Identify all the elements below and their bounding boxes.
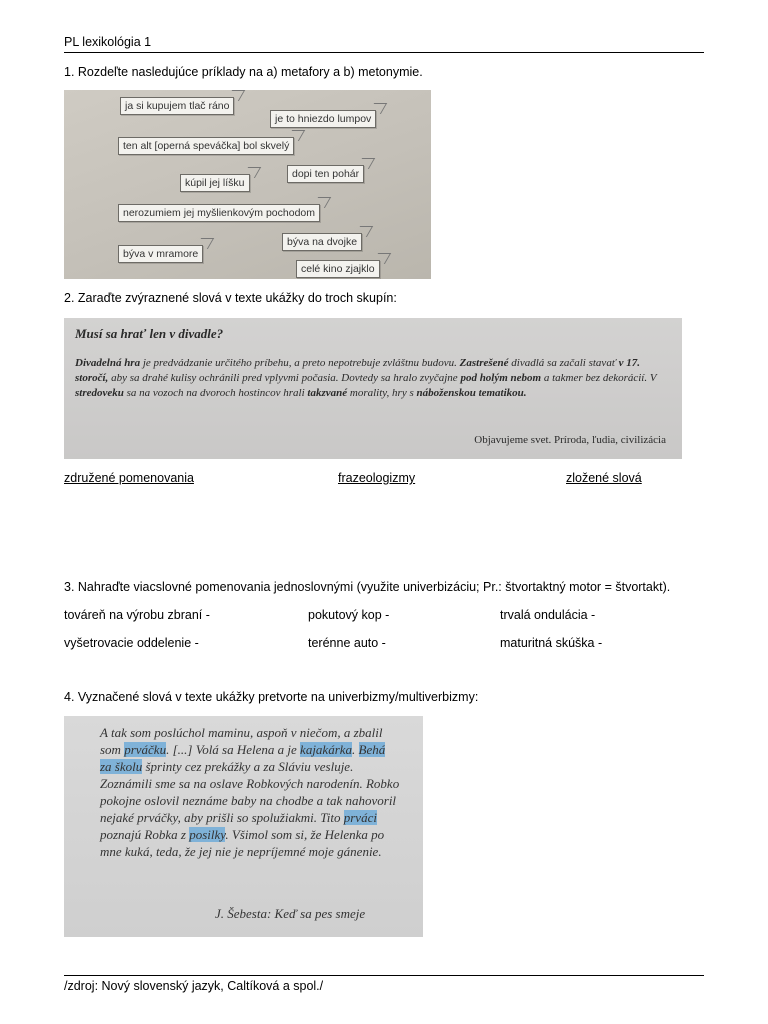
excerpt-paragraph (75, 356, 675, 401)
emphasized-term: Divadelná hra (75, 357, 141, 369)
tag-label: ja si kupujem tlač ráno (120, 97, 234, 115)
tag-label: býva na dvojke (282, 233, 362, 251)
task1-prompt: 1. Rozdeľte nasledujúce príklady na a) metafory a b) metonymie. (64, 65, 423, 79)
excerpt-text-run: divadlá sa začali stavať (508, 357, 619, 369)
excerpt-text-run: šprinty cez prekážky a za Sláviu vesluje. Zoznámili sme sa na oslave Robkových narodenín. Robko pokojne oslovil neznáme baby na chodbe a tak nahovoril nejaké prváčky, aby prišli so spolužiakmi. Tito (100, 759, 400, 825)
task2-prompt: 2. Zaraďte zvýraznené slová v texte ukážky do troch skupín: (64, 291, 397, 305)
excerpt-title: Musí sa hrať len v divadle? (75, 326, 224, 341)
tag-label: býva v mramore (118, 245, 203, 263)
excerpt-text-run: A tak som poslúchol maminu, aspoň v niečom, a zbalil som (100, 725, 383, 757)
emphasized-term: v 17. storočí, (75, 357, 640, 384)
footer-rule (64, 975, 704, 976)
task3-item: trvalá ondulácia - (500, 608, 596, 622)
emphasized-term: Zastrešené (459, 357, 509, 369)
group-heading-compound-words: zložené slová (566, 471, 642, 485)
task4-prompt: 4. Vyznačené slová v texte ukážky pretvorte na univerbizmy/multiverbizmy: (64, 690, 479, 704)
excerpt-text-run: a takmer bez dekorácií. V (541, 372, 657, 384)
task4-photo-excerpt (64, 716, 423, 937)
task3-item: továreň na výrobu zbraní - (64, 608, 210, 622)
excerpt-text-run: poznajú Robka z (100, 827, 190, 842)
emphasized-term: pod holým nebom (460, 372, 542, 384)
excerpt-text-run: . (352, 742, 359, 757)
tag-label: celé kino zjajklo (296, 260, 380, 278)
excerpt-text-run: sa na vozoch na dvoroch hostincov hrali (123, 387, 308, 399)
task3-item: maturitná skúška - (500, 636, 603, 650)
group-heading-phraseologisms: frazeologizmy (338, 471, 416, 485)
highlighted-term: posilky (189, 827, 226, 842)
emphasized-term: stredoveku (75, 387, 124, 399)
excerpt-source: J. Šebesta: Keď sa pes smeje (215, 906, 366, 921)
highlighted-term: prváci (343, 810, 377, 825)
excerpt-text-run: . Všimol som si, že Helenka po mne kuká, teda, že jej nie je nepríjemné moje gánenie. (100, 827, 385, 859)
document-header-title: PL lexikológia 1 (64, 35, 152, 49)
tag-label: dopi ten pohár (287, 165, 364, 183)
emphasized-term: náboženskou tematikou. (416, 387, 527, 399)
task3-item: pokutový kop - (308, 608, 390, 622)
task1-photo-tags (64, 90, 431, 279)
highlighted-term: prváčku (124, 742, 167, 757)
excerpt-text-run: aby sa drahé kulisy ochránili pred vplyvmi počasia. Dovtedy sa hralo zvyčajne (108, 372, 461, 384)
task3-item: vyšetrovacie oddelenie - (64, 636, 199, 650)
emphasized-term: takzvané (307, 387, 348, 399)
tag-label: ten alt [operná speváčka] bol skvelý (118, 137, 294, 155)
tag-label: kúpil jej líšku (180, 174, 250, 192)
task3-prompt: 3. Nahraďte viacslovné pomenovania jednoslovnými (využite univerbizáciu; Pr.: štvortaktný motor = štvortakt). (64, 580, 671, 594)
excerpt-text-run: je predvádzanie určitého príbehu, a preto nepotrebuje zvláštnu budovu. (140, 357, 460, 369)
excerpt-text-run: morality, hry s (347, 387, 417, 399)
excerpt-source: Objavujeme svet. Príroda, ľudia, civilizácia (474, 434, 666, 446)
tag-label: je to hniezdo lumpov (270, 110, 376, 128)
group-heading-compound-names: združené pomenovania (64, 471, 194, 485)
header-rule (64, 52, 704, 53)
highlighted-term: kajakárka (300, 742, 353, 757)
excerpt-text-run: . [...] Volá sa Helena a je (166, 742, 301, 757)
excerpt-paragraph (100, 724, 400, 860)
tag-label: nerozumiem jej myšlienkovým pochodom (118, 204, 320, 222)
task2-photo-excerpt (64, 318, 682, 459)
footer-source: /zdroj: Nový slovenský jazyk, Caltíková a spol./ (64, 979, 324, 993)
highlighted-term: Behá za školu (100, 742, 386, 774)
task3-item: terénne auto - (308, 636, 386, 650)
